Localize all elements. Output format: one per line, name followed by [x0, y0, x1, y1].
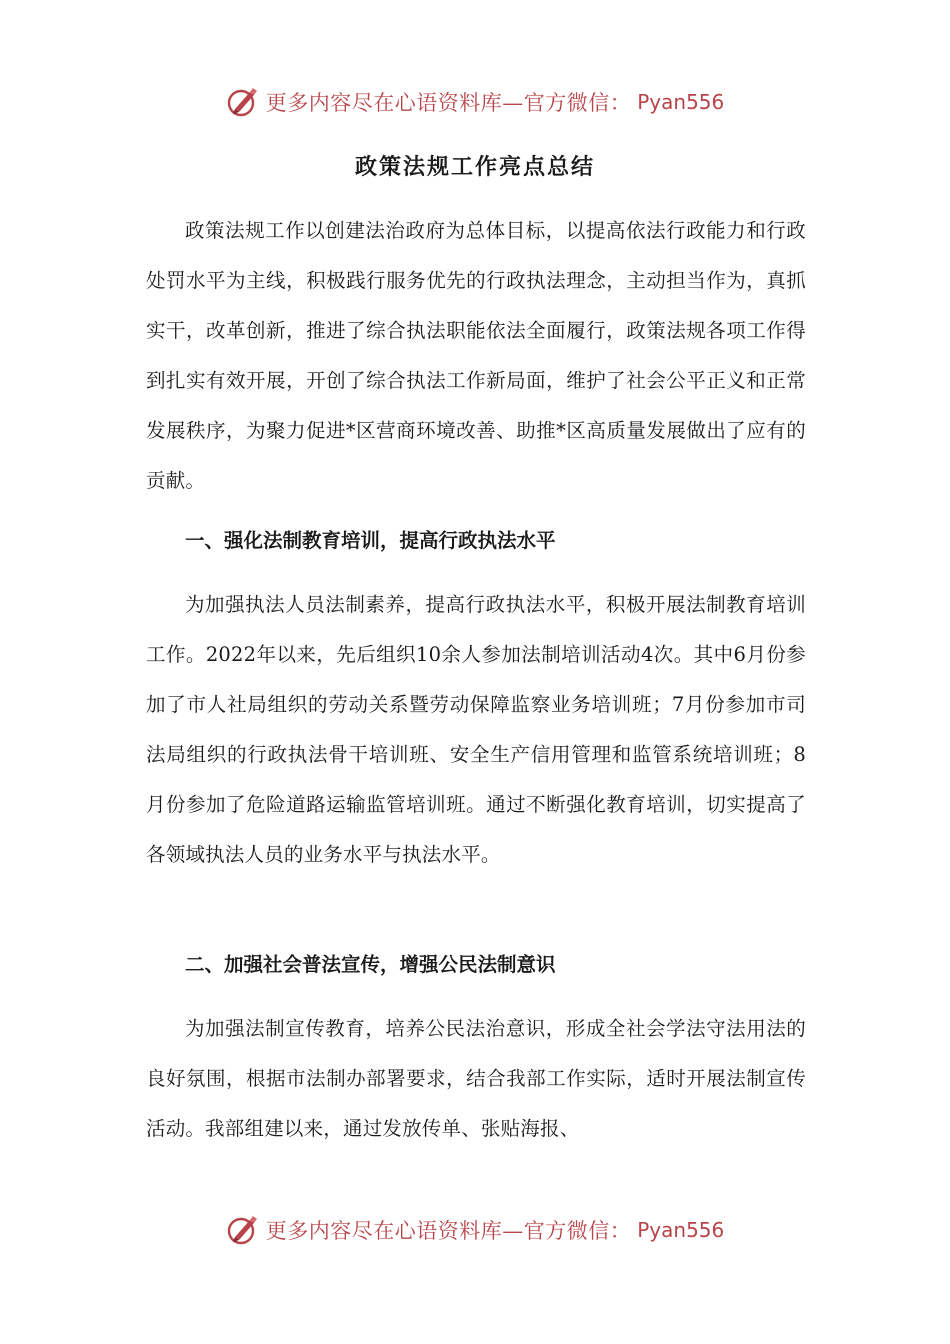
header-watermark-banner — [0, 82, 950, 122]
pen-in-circle-icon — [226, 85, 260, 119]
section-heading-1: 一、强化法制教育培训，提高行政执法水平 — [185, 529, 556, 552]
document-title: 政策法规工作亮点总结 — [354, 154, 595, 180]
section-body-2: 为加强法制宣传教育，培养公民法治意识，形成全社会学法守法用法的良好氛围，根据市法制办部署要求，结合我部工作实际，适时开展法制宣传活动。我部组建以来，通过发放传单、张贴海报、 — [146, 1017, 806, 1140]
watermark-text: 更多内容尽在心语资料库—官方微信： — [265, 1219, 632, 1243]
pen-in-circle-icon — [226, 1213, 260, 1247]
watermark-text: 更多内容尽在心语资料库—官方微信： — [265, 91, 632, 115]
footer-watermark-banner — [0, 1210, 950, 1250]
watermark-wechat-id: Pyan556 — [637, 90, 725, 114]
section-heading-2: 二、加强社会普法宣传，增强公民法制意识 — [185, 953, 556, 976]
watermark-wechat-id: Pyan556 — [637, 1218, 725, 1242]
intro-paragraph: 政策法规工作以创建法治政府为总体目标，以提高依法行政能力和行政处罚水平为主线，积极践行服务优先的行政执法理念，主动担当作为，真抓实干，改革创新，推进了综合执法职能依法全面履行，政策法规各项工作得到扎实有效开展，开创了综合执法工作新局面，维护了社会公平正义和正常发展秩序，为聚力促进*区营商环境改善、助推*区高质量发展做出了应有的贡献。 — [146, 219, 806, 492]
document-body — [146, 206, 806, 1154]
section-body-1: 为加强执法人员法制素养，提高行政执法水平，积极开展法制教育培训工作。2022年以来，先后组织10余人参加法制培训活动4次。其中6月份参加了市人社局组织的劳动关系暨劳动保障监察业务培训班；7月份参加市司法局组织的行政执法骨干培训班、安全生产信用管理和监管系统培训班；8月份参加了危险道路运输监管培训班。通过不断强化教育培训，切实提高了各领域执法人员的业务水平与执法水平。 — [146, 593, 806, 866]
